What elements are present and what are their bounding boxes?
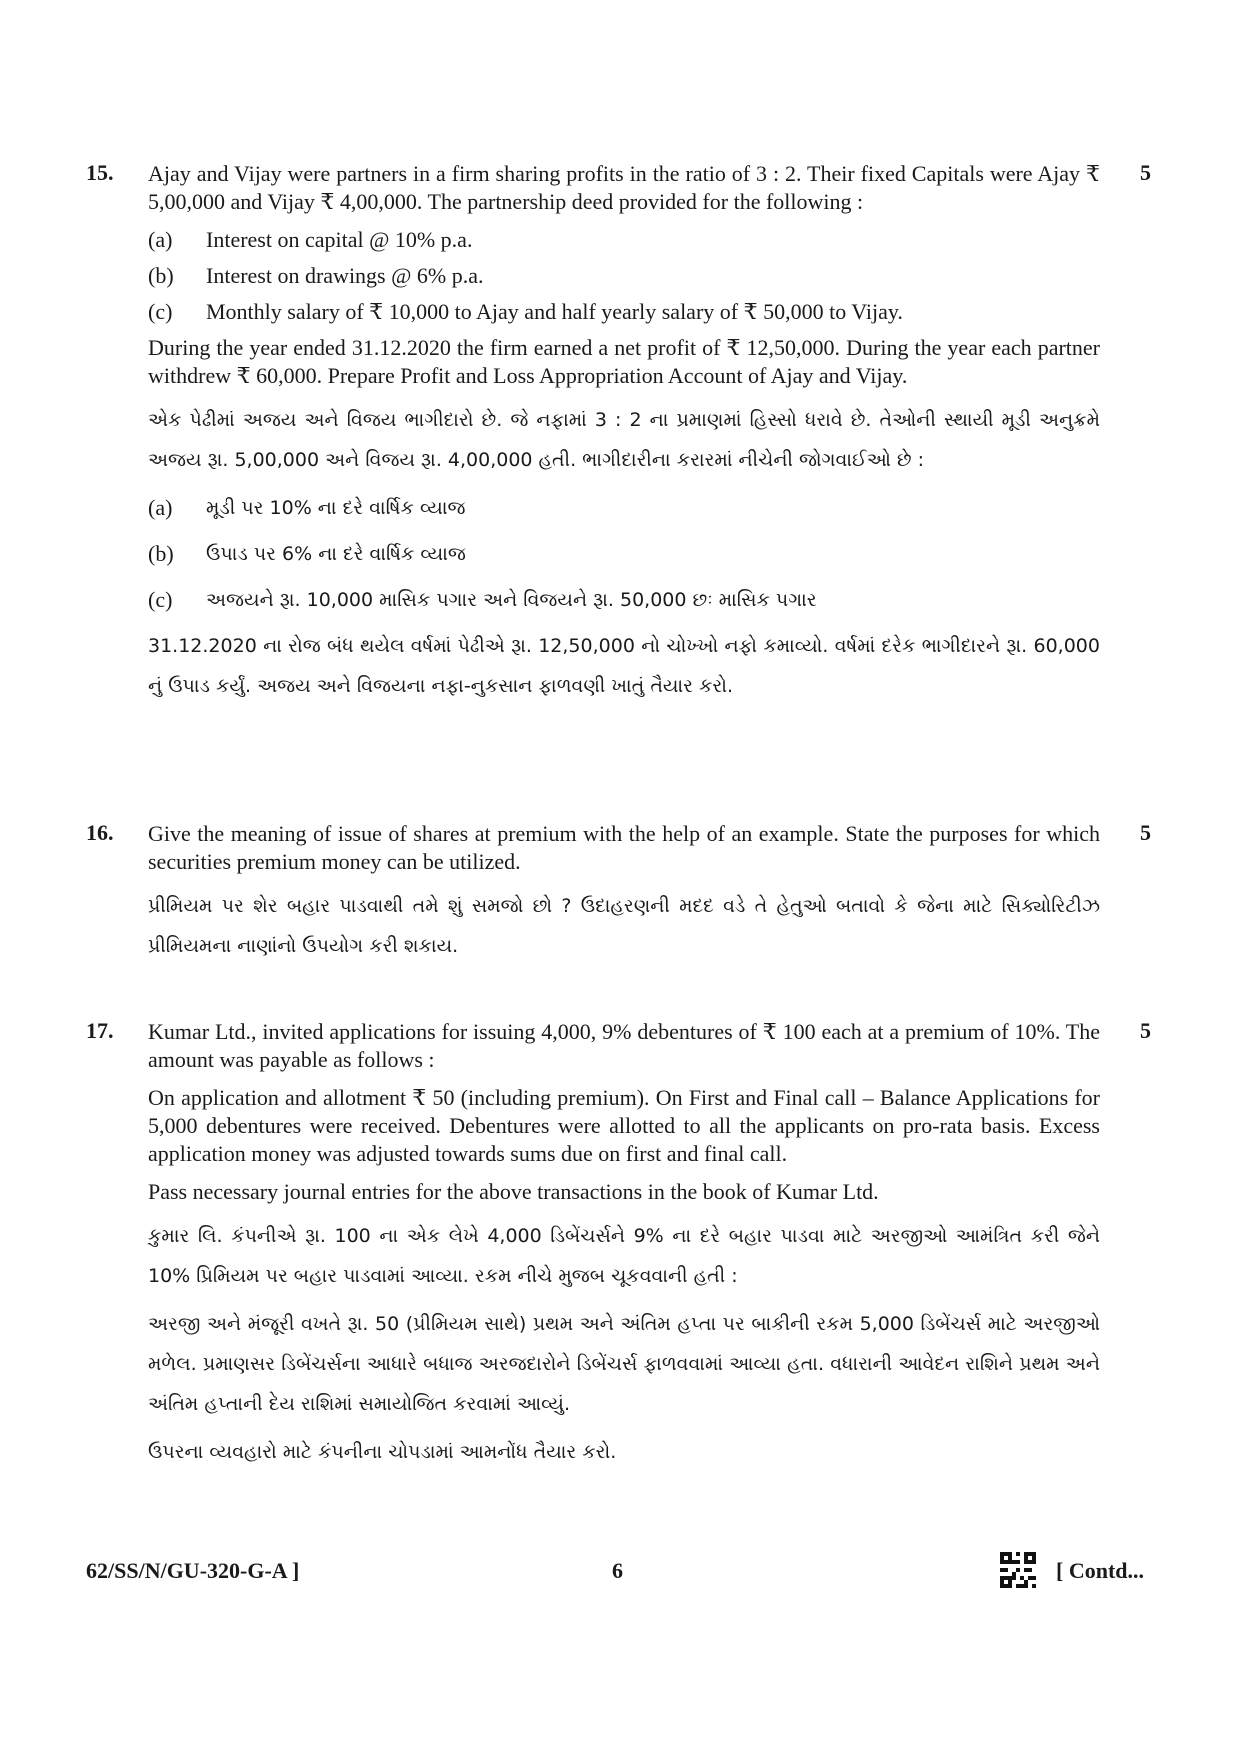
list-item	[148, 534, 1100, 574]
item-label: (c)	[148, 299, 173, 324]
question-number: 15.	[86, 160, 114, 185]
question-text-en: Give the meaning of issue of shares at premium with the help of an example. State the purposes for which securities premium money can be utilized.	[148, 821, 1100, 874]
item-text: અજયને રૂા. 10,000 માસિક પગાર અને વિજયને રૂા. 50,000 છઃ માસિક પગાર	[206, 589, 817, 611]
question-body	[148, 160, 1100, 714]
question-text-en: Ajay and Vijay were partners in a firm sharing profits in the ratio of 3 : 2. Their fixed Capitals were Ajay ₹ 5,00,000 and Vijay ₹ 4,00,000. The partnership deed provided for the following :	[148, 161, 1100, 214]
page-number: 6	[612, 1558, 623, 1583]
item-text: Interest on capital @ 10% p.a.	[206, 227, 473, 252]
question-text-gu: 31.12.2020 ના રોજ બંધ થયેલ વર્ષમાં પેઢીએ રૂા. 12,50,000 નો ચોખ્ખો નફો કમાવ્યો. વર્ષમાં દરેક ભાગીદારને રૂા. 60,000 નું ઉપાડ કર્યું. અજય અને વિજયના નફા-નુકસાન ફાળવણી ખાતું તૈયાર કરો.	[148, 635, 1100, 697]
qr-code-icon	[1000, 1552, 1036, 1588]
list-item	[148, 226, 1100, 254]
question-text-gu: એક પેઢીમાં અજય અને વિજય ભાગીદારો છે. જે નફામાં 3 : 2 ના પ્રમાણમાં હિસ્સો ધરાવે છે. તેઓની સ્થાયી મૂડી અનુક્રમે અજય રૂા. 5,00,000 અને વિજય રૂા. 4,00,000 હતી. ભાગીદારીના કરારમાં નીચેની જોગવાઈઓ છે :	[148, 409, 1100, 471]
list-item	[148, 298, 1100, 326]
continued-label: [ Contd...	[1056, 1558, 1145, 1583]
question-text-gu: ઉપરના વ્યવહારો માટે કંપનીના ચોપડામાં આમનોંધ તૈયાર કરો.	[148, 1441, 617, 1463]
question-text-en: Kumar Ltd., invited applications for issuing 4,000, 9% debentures of ₹ 100 each at a premium of 10%. The amount was payable as follows :	[148, 1019, 1100, 1072]
question-text-en: During the year ended 31.12.2020 the firm earned a net profit of ₹ 12,50,000. During the year each partner withdrew ₹ 60,000. Prepare Profit and Loss Appropriation Account of Ajay and Vijay.	[148, 335, 1100, 388]
question-marks: 5	[1140, 1018, 1151, 1043]
item-label: (b)	[148, 541, 174, 566]
question-text-en: On application and allotment ₹ 50 (including premium). On First and Final call – Balance Applications for 5,000 debentures were received. Debentures were allotted to all the applicants on pro-rata basis. Excess application money was adjusted towards sums due on first and final call.	[148, 1085, 1100, 1166]
item-label: (a)	[148, 227, 173, 252]
question-number: 17.	[86, 1018, 114, 1043]
item-text: Interest on drawings @ 6% p.a.	[206, 263, 484, 288]
question-text-gu: કુમાર લિ. કંપનીએ રૂા. 100 ના એક લેખે 4,000 ડિબેંચર્સને 9% ના દરે બહાર પાડવા માટે અરજીઓ આમંત્રિત કરી જેને 10% પ્રિમિયમ પર બહાર પાડવામાં આવ્યા. રકમ નીચે મુજબ ચૂકવવાની હતી :	[148, 1225, 1100, 1287]
question-body	[148, 1018, 1100, 1480]
item-text: Monthly salary of ₹ 10,000 to Ajay and half yearly salary of ₹ 50,000 to Vijay.	[206, 299, 903, 324]
question-text-gu: અરજી અને મંજૂરી વખતે રૂા. 50 (પ્રીમિયમ સાથે) પ્રથમ અને અંતિમ હપ્તા પર બાકીની રકમ 5,000 ડિબેંચર્સ માટે અરજીઓ મળેલ. પ્રમાણસર ડિબેંચર્સના આધારે બધાજ અરજદારોને ડિબેંચર્સ ફાળવવામાં આવ્યા હતા. વધારાની આવેદન રાશિને પ્રથમ અને અંતિમ હપ્તાની દેય રાશિમાં સમાયોજિત કરવામાં આવ્યું.	[148, 1313, 1100, 1415]
question-marks: 5	[1140, 160, 1151, 185]
list-item	[148, 262, 1100, 290]
question-number: 16.	[86, 820, 114, 845]
question-body	[148, 820, 1100, 974]
item-label: (b)	[148, 263, 174, 288]
item-label: (c)	[148, 587, 173, 612]
item-label: (a)	[148, 495, 173, 520]
question-text-en: Pass necessary journal entries for the above transactions in the book of Kumar Ltd.	[148, 1179, 879, 1204]
question-marks: 5	[1140, 820, 1151, 845]
list-item	[148, 580, 1100, 620]
item-text: મૂડી પર 10% ના દરે વાર્ષિક વ્યાજ	[206, 497, 466, 519]
question-text-gu: પ્રીમિયમ પર શેર બહાર પાડવાથી તમે શું સમજો છો ? ઉદાહરણની મદદ વડે તે હેતુઓ બતાવો કે જેના માટે સિક્યોરિટીઝ પ્રીમિયમના નાણાંનો ઉપયોગ કરી શકાય.	[148, 895, 1100, 957]
list-item	[148, 488, 1100, 528]
item-text: ઉપાડ પર 6% ના દરે વાર્ષિક વ્યાજ	[206, 543, 466, 565]
page-footer	[0, 1550, 1240, 1590]
paper-code: 62/SS/N/GU-320-G-A ]	[86, 1558, 300, 1583]
